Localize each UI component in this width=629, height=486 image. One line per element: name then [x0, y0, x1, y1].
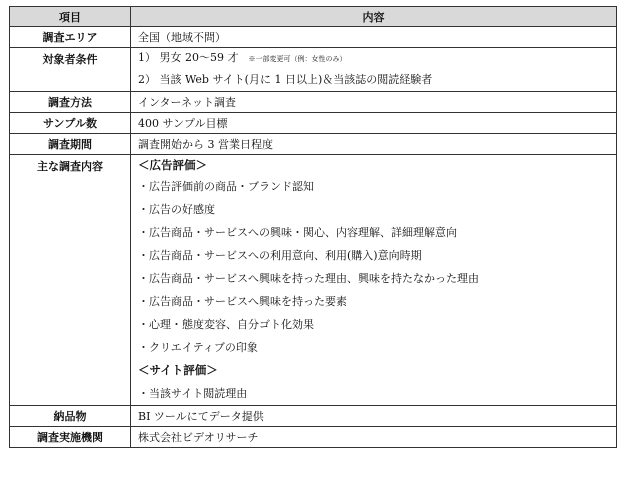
list-item: ・広告商品・サービスへの興味・関心、内容理解、詳細理解意向: [138, 226, 457, 239]
header-item: 項目: [10, 7, 131, 27]
target-line-2: 2） 当該 Web サイト(月に 1 日以上)＆当該誌の閲読経験者: [138, 73, 433, 86]
list-item: ・広告商品・サービスへ興味を持った理由、興味を持たなかった理由: [138, 272, 479, 285]
list-item: ・クリエイティブの印象: [138, 341, 258, 354]
list-item: ・広告商品・サービスへの利用意向、利用(購入)意向時期: [138, 249, 422, 262]
site-eval-heading: ＜サイト評価＞: [138, 363, 218, 377]
label-target: 対象者条件: [10, 48, 131, 92]
row-period: [10, 134, 617, 155]
value-main: [131, 155, 617, 406]
value-period: 調査開始から 3 営業日程度: [131, 134, 617, 155]
label-sample: サンプル数: [10, 113, 131, 134]
value-deliverable: BI ツールにてデータ提供: [131, 406, 617, 427]
list-item: ・広告評価前の商品・ブランド認知: [138, 180, 314, 193]
table-header-row: [10, 7, 617, 27]
row-sample: [10, 113, 617, 134]
label-org: 調査実施機関: [10, 427, 131, 448]
list-item: ・心理・態度変容、自分ゴト化効果: [138, 318, 314, 331]
row-target: [10, 48, 617, 92]
row-area: [10, 27, 617, 48]
ad-eval-heading: ＜広告評価＞: [138, 158, 207, 172]
row-deliverable: [10, 406, 617, 427]
value-sample: 400 サンプル目標: [131, 113, 617, 134]
label-deliverable: 納品物: [10, 406, 131, 427]
label-period: 調査期間: [10, 134, 131, 155]
survey-overview-table: [9, 6, 617, 448]
list-item: ・広告商品・サービスへ興味を持った要素: [138, 295, 347, 308]
target-line-1-note: ※一部変更可（例：女性のみ）: [248, 55, 347, 63]
label-method: 調査方法: [10, 92, 131, 113]
value-area: 全国（地域不問）: [131, 27, 617, 48]
target-line-1-text: 1） 男女 20〜59 才: [138, 51, 239, 64]
value-target: [131, 48, 617, 92]
row-main: [10, 155, 617, 406]
target-line-1: [138, 48, 616, 68]
label-area: 調査エリア: [10, 27, 131, 48]
row-method: [10, 92, 617, 113]
list-item: ・広告の好感度: [138, 203, 215, 216]
value-org: 株式会社ビデオリサーチ: [131, 427, 617, 448]
list-item: ・当該サイト閲読理由: [138, 387, 248, 400]
value-method: インターネット調査: [131, 92, 617, 113]
header-content: 内容: [131, 7, 617, 27]
label-main: 主な調査内容: [10, 155, 131, 406]
row-org: [10, 427, 617, 448]
